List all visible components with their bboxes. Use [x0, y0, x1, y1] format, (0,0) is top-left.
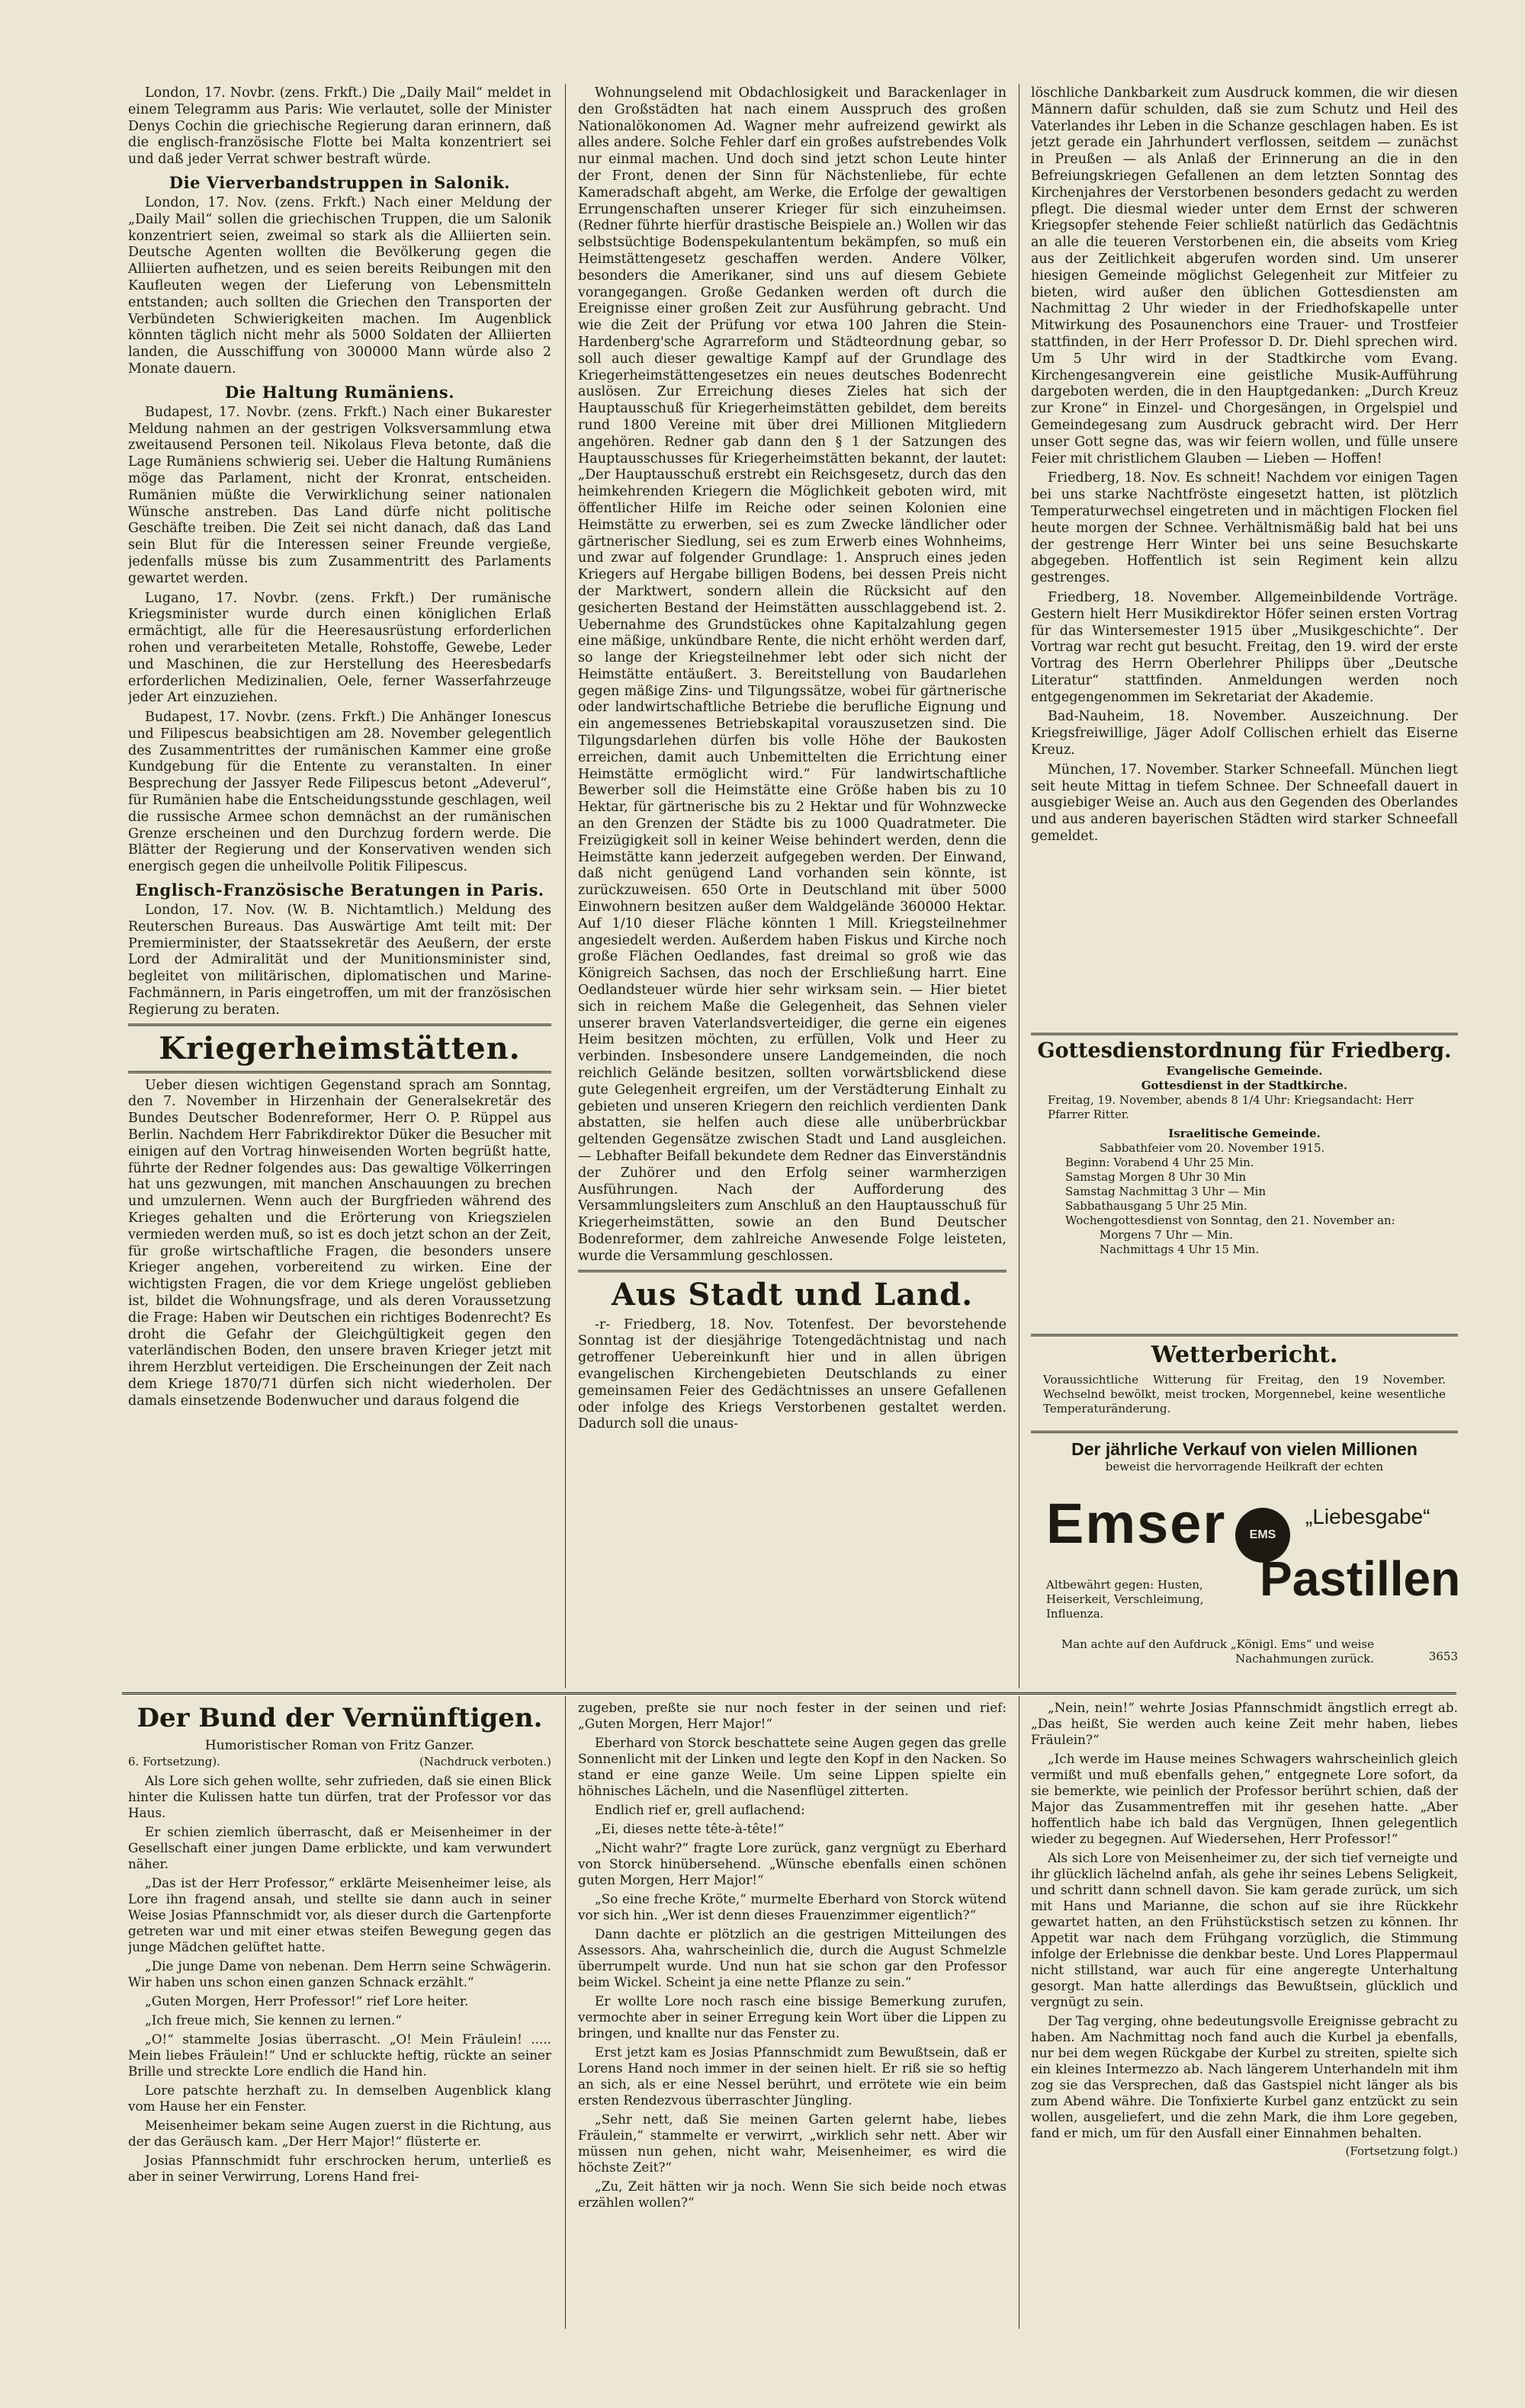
article-london-reuter: London, 17. Nov. (W. B. Nichtamtlich.) Meldung des Reuterschen Bureaus. Das Auswärtige Amt teilt mit: Der Premierminister, der Staatssekretär des Aeußern, der erste Lord der Admiralität und der Munitionsminister sind, begleitet von militärischen, diplomatischen und Marine-Fachmännern, in Paris eingetroffen, um mit der französischen Regierung zu beraten.: [128, 903, 551, 1018]
jued-gemeinde: Israelitische Gemeinde.: [1168, 1127, 1321, 1140]
section-rule: [578, 1270, 1006, 1272]
column-divider: [565, 84, 566, 1688]
novel-divider: [122, 1692, 1456, 1695]
novel-para: „Die junge Dame von nebenan. Dem Herrn seine Schwägerin. Wir haben uns schon einen ganzen Schnack erzählt.“: [128, 1958, 551, 1990]
article-muenchen: München, 17. November. Starker Schneefall. München liegt seit heute Mittag in tiefem Schnee. Der Schneefall dauert in ausgiebiger Weise an. Auch aus den Gegenden des Oberlandes und aus anderen bayerischen Städten wird starker Schneefall gemeldet.: [1031, 762, 1458, 845]
novel-para: „Guten Morgen, Herr Professor!“ rief Lore heiter.: [145, 1993, 469, 2009]
novel-col-3: [1031, 1700, 1458, 2325]
article-vortraege: Friedberg, 18. November. Allgemeinbildende Vorträge. Gestern hielt Herr Musikdirektor Höfer seinen ersten Vortrag für das Wintersemester 1915 über „Musikgeschichte“. Der Vortrag war recht gut besucht. Freitag, den 19. wird der erste Vortrag des Herrn Oberlehrer Philipps über „Deutsche Literatur“ stattfinden. Anmeldungen werden noch entgegengenommen im Sekretariat der Akademie.: [1031, 589, 1458, 705]
novel-para: Dann dachte er plötzlich an die gestrigen Mitteilungen des Assessors. Aha, wahrscheinlich die, durch die August Schmelzle überrumpelt wurde. Und nun hat sie schon gar den Professor beim Wickel. Scheint ja eine nette Pflanze zu sein.“: [578, 1926, 1006, 1990]
novel-para: zugeben, preßte sie nur noch fester in der seinen und rief: „Guten Morgen, Herr Major!“: [578, 1700, 1006, 1731]
article-budapest-2: Budapest, 17. Novbr. (zens. Frkft.) Die Anhänger Ionescus und Filipescus beabsichtigen am 28. November gelegentlich des Zusammentrittes der rumänischen Kammer eine große Kundgebung für die Entente zu veranstalten. In einer Besprechung der Jassyer Rede Filipescus betont „Adeverul“, für Rumänien habe die Entscheidungsstunde geschlagen, weil die russische Armee schon demnächst an der rumänischen Grenze erscheinen und den Durchzug fordern werde. Die Blätter der Regierung und der Konservativen wenden sich energisch gegen die unheilvolle Politik Filipescus.: [128, 710, 551, 875]
novel-para: Er schien ziemlich überrascht, daß er Meisenheimer in der Gesellschaft einer jungen Dame erblickte, und kam verwundert näher.: [128, 1824, 551, 1871]
novel-para: Erst jetzt kam es Josias Pfannschmidt zum Bewußtsein, daß er Lorens Hand noch immer in der seinen hielt. Er riß sie so heftig an sich, als er eine Nessel berührt, und errötete wie ein beim ersten Rendezvous überraschter Jüngling.: [578, 2044, 1006, 2108]
novel-title: Der Bund der Vernünftigen.: [136, 1703, 543, 1733]
article-es-schneit: Friedberg, 18. Nov. Es schneit! Nachdem vor einigen Tagen bei uns starke Nachtfröste eingesetzt hatten, ist plötzlich Temperaturwechsel eingetreten und in mächtigen Flocken fiel heute morgen der Schnee. Verhältnismäßig bald hat bei uns der gestrenge Herr Winter bei uns seine Besuchskarte abgegeben. Hoffentlich ist sein Regiment kein allzu gestrenges.: [1031, 470, 1458, 586]
ad-liebesgabe: „Liebesgabe“: [1305, 1505, 1430, 1528]
section-rule: [128, 1071, 551, 1073]
article-auszeichnung: Bad-Nauheim, 18. November. Auszeichnung. Der Kriegsfreiwillige, Jäger Adolf Collischen erhielt das Eiserne Kreuz.: [1031, 709, 1458, 758]
gottesdienst-box: [1031, 1040, 1458, 1334]
novel-nachdruck: (Nachdruck verboten.): [419, 1755, 551, 1768]
novel-para: „Ich freue mich, Sie kennen zu lernen.“: [145, 2012, 402, 2028]
ad-achte: Man achte auf den Aufdruck „Königl. Ems“ und weise Nachahmungen zurück.: [1061, 1637, 1374, 1666]
wochen-morgens: Morgens 7 Uhr — Min.: [1100, 1228, 1234, 1242]
novel-para: „Nein, nein!“ wehrte Josias Pfannschmidt ängstlich erregt ab. „Das heißt, Sie werden auch keine Zeit mehr haben, liebes Fräulein?“: [1031, 1700, 1458, 1747]
ad-sub: beweist die hervorragende Heilkraft der echten: [1105, 1460, 1384, 1473]
section-rule: [1031, 1334, 1458, 1336]
column-3: [1031, 85, 1458, 1023]
ad-number: 3653: [1428, 1650, 1458, 1663]
headline-saloniki: Die Vierverbandstruppen in Salonik.: [169, 172, 511, 192]
gottesdienst-title: Gottesdienstordnung für Friedberg.: [1037, 1040, 1452, 1063]
wochengottesdienst: Wochengottesdienst von Sonntag, den 21. November an:: [1065, 1214, 1395, 1227]
novel-meta: [128, 1755, 551, 1768]
novel-para: Eberhard von Storck beschattete seine Augen gegen das grelle Sonnenlicht mit der Linken und legte den Kopf in den Nacken. So stand er eine ganze Weile. Um seine Lippen spielte ein höhnisches Lächeln, und die Nasenflügel zitterten.: [578, 1735, 1006, 1798]
novel-para: Er wollte Lore noch rasch eine bissige Bemerkung zurufen, vermochte aber in seiner Erregung kein Wort über die Lippen zu bringen, und knallte nur das Fenster zu.: [578, 1993, 1006, 2041]
novel-para: Der Tag verging, ohne bedeutungsvolle Ereignisse gebracht zu haben. Am Nachmittag noch fand auch die Kurbel ja ebenfalls, nur bei dem wegen Rückgabe der Kurbel zu streiten, spielte sich ein kleines Intermezzo ab. Nach längerem Unterhandeln mit ihm zog sie das Versprechen, daß das Gastspiel nicht länger als bis zum Abend währe. Die Tonfixierte Kurbel ganz entzückt zu sein wollen, ausgeliefert, und die zehn Mark, die ihm Lore gegeben, fand er mich, um für den Ausfall einer Einnahmen behalten.: [1031, 2013, 1458, 2140]
article-kriegerheimstaetten: Ueber diesen wichtigen Gegenstand sprach am Sonntag, den 7. November in Hirzenhain der Generalsekretär des Bundes Deutscher Bodenreformer, Herr O. P. Rüppel aus Berlin. Nachdem Herr Fabrikdirektor Düker die Besucher mit einigen auf den Vortrag hinweisenden Worten begrüßt hatte, führte der Redner folgendes aus: Das gewaltige Völkerringen hat uns gezwungen, mit manchen Anschauungen zu brechen und umzulernen. Wenn auch der Burgfrieden während des Krieges gehalten und die Erörterung von Kriegszielen vermieden werden muß, so ist es doch jetzt schon an der Zeit, für große wirtschaftliche Fragen, die besonders unsere Krieger angehen, vorbereitend zu wirken. Eine der wichtigsten Fragen, die vor dem Kriege ungelöst geblieben ist, bildet die Wohnungsfrage, und als deren Voraussetzung die Frage: Haben wir Deutschen ein richtiges Bodenrecht? Es droht die Gefahr der Gleichgültigkeit gegen den vaterländischen Boden, den unsere braven Krieger jetzt mit ihrem Herzblut verteidigen. Die Erscheinungen der Zeit nach dem Kriege 1870/71 dürfen sich nicht wiederholen. Der damals einsetzende Bodenwucher und daraus folgend die: [128, 1077, 551, 1409]
wetter-text: Voraussichtliche Witterung für Freitag, den 19 November. Wechselnd bewölkt, meist trocken, Morgennebel, keine wesentliche Temperaturänderung.: [1043, 1373, 1446, 1416]
novel-col-1: [128, 1700, 551, 2325]
sabbath-ausgang: Sabbathausgang 5 Uhr 25 Min.: [1065, 1199, 1247, 1213]
ad-pastillen: Pastillen: [1260, 1551, 1461, 1606]
novel-para: „Sehr nett, daß Sie meinen Garten gelernt habe, liebes Fräulein,“ stammelte er verwirrt, „wirklich sehr nett. Aber wir müssen nun gehen, nicht wahr, Meisenheimer, es wird die höchste Zeit?“: [578, 2111, 1006, 2175]
article-lugano: Lugano, 17. Novbr. (zens. Frkft.) Der rumänische Kriegsminister wurde durch einen königlichen Erlaß ermächtigt, alle für die Heeresausrüstung erforderlichen rohen und verarbeiteten Metalle, Rohstoffe, Gewebe, Leder und Maschinen, die zur Herstellung des Heeresbedarfs erforderlichen Medizinalien, Oele, ferner Wasserfahrzeuge jeder Art einzuziehen.: [128, 590, 551, 706]
sabbath-beginn: Beginn: Vorabend 4 Uhr 25 Min.: [1065, 1156, 1254, 1169]
sabbath-nachmittag: Samstag Nachmittag 3 Uhr — Min: [1065, 1185, 1267, 1198]
article-kriegerheimstaetten-cont: Wohnungselend mit Obdachlosigkeit und Barackenlager in den Großstädten hat nach einem Ausspruch des großen Nationalökonomen Ad. Wagner mehr aufreizend gewirkt als alles andere. Solche Fehler darf ein großes aufstrebendes Volk nur einmal machen. Und doch sind jetzt schon Leute hinter der Front, denen der Sinn für Nächstenliebe, für echte Kameradschaft abgeht, am Werke, die Erfolge der gewaltigen Errungenschaften unserer Krieger für sich einzuheimsen. (Redner führte hierfür drastische Beispiele an.) Wollen wir das selbstsüchtige Bodenspekulantentum bekämpfen, so muß ein Heimstättengesetz geschaffen werden. Andere Völker, besonders die Amerikaner, sind uns auf diesem Gebiete vorangegangen. Große Gedanken werden oft durch die Ereignisse einer großen Zeit zur Ausführung gebracht. Und wie die Zeit der Prüfung vor etwa 100 Jahren die Stein-Hardenberg'sche Agrarreform und Städteordnung gebar, so soll auch dieser gewaltige Kampf auf der Grundlage des Kriegerheimstättengesetzes ein neues deutsches Bodenrecht auslösen. Zur Erreichung dieses Zieles hat sich der Hauptausschuß für Kriegerheimstätten gebildet, dem bereits rund 1800 Vereine mit über drei Millionen Mitgliedern angehören. Redner gab dann den § 1 der Satzungen des Hauptausschusses für Kriegerheimstätten bekannt, der lautet: „Der Hauptausschuß erstrebt ein Reichsgesetz, durch das den heimkehrenden Kriegern die Möglichkeit geboten wird, mit öffentlicher Hilfe im Reiche oder seinen Kolonien eine Heimstätte zu erwerben, sei es zum Zwecke ländlicher oder gärtnerischer Siedlung, sei es zum Erwerb eines Wohnheims, und zwar auf folgender Grundlage: 1. Anspruch eines jeden Kriegers auf Hergabe billigen Bodens, bei dessen Preis nicht der Marktwert, sondern allein die Rücksicht auf den gesicherten Bestand der Heimstätten ausschlaggebend ist. 2. Uebernahme des Grundstückes ohne Kapitalzahlung gegen eine mäßige, unkündbare Rente, die nicht erhöht werden darf, so lange der Kriegsteilnehmer lebt oder sich nicht der Heimstätte entäußert. 3. Bereitstellung von Baudarlehen gegen mäßige Zins- und Tilgungssätze, wobei für gärtnerische oder landwirtschaftliche Betriebe die berufliche Eignung und ein angemessenes Betriebskapital vorauszusetzen sind. Die Tilgungsdarlehen dürfen bis volle Höhe der Baukosten erreichen, damit auch Unbemittelten die Errichtung einer Heimstätte ermöglicht wird.“ Für landwirtschaftliche Bewerber soll die Heimstätte eine Größe haben bis zu 10 Hektar, für gärtnerische bis zu 2 Hektar und für Wohnzwecke an den Grenzen der Städte bis zu 1000 Quadratmeter. Die Freizügigkeit soll in keiner Weise behindert werden, denn die Heimstätte kann jederzeit aufgegeben werden. Der Einwand, daß nicht genügend Land vorhanden sein könnte, ist zurückzuweisen. 650 Orte in Deutschland mit über 5000 Einwohnern besitzen außer dem Waldgelände 360000 Hektar. Auf 1/10 dieser Fläche könnten 1 Mill. Kriegsteilnehmer angesiedelt werden. Außerdem haben Fiskus und Kirche noch große Flächen Oedlandes, fast dreimal so groß wie das Königreich Sachsen, das noch der Erschließung harrt. Eine Oedlandsteuer würde hier sehr wirksam sein. — Hier bietet sich in reichem Maße die Gelegenheit, das Sehnen vieler unserer braven Vaterlandsverteidiger, die gerne ein eigenes Heim besitzen möchten, zu erfüllen, Volk und Heer zu verbinden. Insbesondere unsere Landgemeinden, die noch reichlich Gelände besitzen, sollten vorwärtsblickend diese gute Gelegenheit ergreifen, um der Verstädterung Einhalt zu gebieten und unseren Kriegern den reichlich verdienten Dank abstatten, sie helfen auch diese alle unüberbrückbar geltenden Gegensätze zwischen Stadt und Land ausgleichen. — Lebhafter Beifall bekundete dem Redner das Einverständnis der Zuhörer und den Erfolg seiner warmherzigen Ausführungen. Nach der Aufforderung des Versammlungsleiters zum Anschluß an den Hauptausschuß für Kriegerheimstätten, sowie an den Bund Deutscher Bodenreformer, dem zahlreiche Anwesende Folge leisteten, wurde die Versammlung geschlossen.: [578, 85, 1006, 1264]
column-divider: [565, 1696, 566, 2329]
sabbath-morgen: Samstag Morgen 8 Uhr 30 Min: [1065, 1170, 1247, 1184]
ad-head: Der jährliche Verkauf von vielen Millionen: [1071, 1439, 1417, 1459]
wochen-nachmittags: Nachmittags 4 Uhr 15 Min.: [1100, 1242, 1260, 1256]
ev-gemeinde-sub: Gottesdienst in der Stadtkirche.: [1141, 1079, 1348, 1092]
novel-para: „Ich werde im Hause meines Schwagers wahrscheinlich gleich vermißt und muß ebenfalls gehen,“ entgegnete Lore sofort, da sie bemerkte, wie peinlich der Professor berührt schien, daß der Major das Zusammentreffen mit ihr gesehen hatte. „Aber hoffentlich habe ich bald das Vergnügen, Ihnen gelegentlich wieder zu begegnen. Auf Wiedersehen, Herr Professor!“: [1031, 1751, 1458, 1846]
article-totenfest: -r- Friedberg, 18. Nov. Totenfest. Der bevorstehende Sonntag ist der diesjährige Totengedächtnistag und nach getroffener Uebereinkunft hier und in allen übrigen evangelischen Kirchengebieten Deutschlands zu einer gemeinsamen Feier des Gedächtnisses an unsere Gefallenen oder infolge des Kriegs Verstorbenen gestaltet werden. Dadurch soll die unaus-: [578, 1316, 1006, 1432]
novel-para: Meisenheimer bekam seine Augen zuerst in die Richtung, aus der das Geräusch kam. „Der Herr Major!“ flüsterte er.: [128, 2118, 551, 2149]
column-2: [578, 85, 1006, 1688]
emser-ad-header: [1031, 1439, 1458, 1485]
novel-para: Als sich Lore von Meisenheimer zu, der sich tief verneigte und ihr glücklich lächelnd anfah, als gehe ihr seines Lebens Seligkeit, und schritt dann schnell davon. Sie kam gerade zurück, um sich mit Hans und Marianne, die schon auf sie ihre Rückkehr gewartet hatten, an den Frühstückstisch setzen zu können. Ihr Appetit war nach dem Frühgang vorzüglich, die Stimmung infolge der Erlebnisse die denkbar beste. Und Lores Plappermaul nicht stillstand, war auch für eine angeregte Unterhaltung gesorgt. Man hatte allerdings das Bewußtsein, glücklich und vergnügt zu sein.: [1031, 1850, 1458, 2009]
novel-subtitle: Humoristischer Roman von Fritz Ganzer.: [204, 1738, 475, 1753]
section-rule: [128, 1024, 551, 1026]
section-rule: [1031, 1431, 1458, 1433]
novel-para: „Ei, dieses nette tête-à-tête!“: [595, 1821, 785, 1836]
article-saloniki: London, 17. Nov. (zens. Frkft.) Nach einer Meldung der „Daily Mail“ sollen die griechischen Truppen, die um Salonik konzentriert seien, zweimal so stark als die Alliierten sein. Deutsche Agenten wollten die Bevölkerung gegen die Alliierten aufhetzen, und es seien bereits Reibungen mit den Kaufleuten wegen der Lieferung von Lebensmitteln entstanden; auch sollten die Griechen den Transporten der Verbündeten Schwierigkeiten machen. Im Augenblick könnten täglich nicht mehr als 5000 Soldaten der Alliierten landen, die Ausschiffung von 300000 Mann würde also 2 Monate dauern.: [128, 194, 551, 377]
ad-emser: Emser: [1046, 1492, 1227, 1555]
headline-kriegerheimstaetten: Kriegerheimstätten.: [159, 1030, 521, 1066]
ev-gemeinde: Evangelische Gemeinde.: [1166, 1064, 1323, 1078]
novel-para: Josias Pfannschmidt fuhr erschrocken herum, unterließ es aber in seiner Verwirrung, Lorens Hand frei-: [128, 2153, 551, 2184]
wetter-box: [1031, 1340, 1458, 1428]
article-budapest-1: Budapest, 17. Novbr. (zens. Frkft.) Nach einer Bukarester Meldung nahmen an der gestrigen Volksversammlung etwa zweitausend Personen teil. Nikolaus Fleva betonte, daß die Lage Rumäniens schwierig sei. Ueber die Haltung Rumäniens möge das Parlament, nicht der Kronrat, entscheiden. Rumänien müßte die Verwirklichung seiner nationalen Wünsche anstreben. Das Land dürfe nicht politische Geschäfte treiben. Die Zeit sei nicht danach, daß das Land sein Blut für die Interessen seiner Freunde vergieße, jedenfalls müsse bis zum Zusammentritt des Parlaments gewartet werden.: [128, 404, 551, 586]
novel-para: „Das ist der Herr Professor,“ erklärte Meisenheimer leise, als Lore ihn fragend ansah, und stellte sie dann auch in seiner Weise Josias Pfannschmidt vor, als dieser durch die Gartenpforte getreten war und mit einer etwas steifen Bewegung gegen das junge Mädchen gelüftet hatte.: [128, 1875, 551, 1954]
sabbath-line: Sabbathfeier vom 20. November 1915.: [1100, 1141, 1325, 1155]
headline-stadt-und-land: Aus Stadt und Land.: [611, 1276, 974, 1313]
novel-para: „So eine freche Kröte,“ murmelte Eberhard von Storck wütend vor sich hin. „Wer ist denn dieses Frauenzimmer eigentlich?“: [578, 1891, 1006, 1922]
novel-fortsetzung-folgt: (Fortsetzung folgt.): [1345, 2144, 1458, 2158]
wetter-title: Wetterbericht.: [1151, 1342, 1338, 1368]
novel-para: „Zu, Zeit hätten wir ja noch. Wenn Sie sich beide noch etwas erzählen wollen?“: [578, 2179, 1006, 2210]
emser-ad: [1046, 1486, 1461, 1671]
novel-fortsetzung: 6. Fortsetzung).: [128, 1755, 220, 1768]
novel-para: Als Lore sich gehen wollte, sehr zufrieden, daß sie einen Blick hinter die Kulissen hatte tun dürfen, trat der Professor vor das Haus.: [128, 1773, 551, 1820]
column-1: [128, 85, 551, 1688]
novel-para: Endlich rief er, grell auflachend:: [595, 1802, 805, 1817]
headline-paris: Englisch-Französische Beratungen in Paris.: [135, 880, 544, 900]
ad-bewaehrt: Altbewährt gegen: Husten, Heiserkeit, Verschleimung, Influenza.: [1046, 1578, 1204, 1621]
article-totenfest-cont: löschliche Dankbarkeit zum Ausdruck kommen, die wir diesen Männern dafür schulden, daß sie zum Schutz und Heil des Vaterlandes ihr Leben in die Schanze geschlagen haben. Es ist jetzt gerade ein Jahrhundert verflossen, seitdem — zunächst in Preußen — als Anlaß der Erinnerung an die in den Befreiungskriegen Gefallenen an dem letzten Sonntag des Kirchenjahres der Verstorbenen besonders gedacht zu werden pflegt. Die diesmal wieder unter dem Ernst der schweren Kriegsopfer stehende Feier schließt natürlich das Gedächtnis an alle die teueren Verstorbenen ein, die abseits vom Krieg aus der Zeitlichkeit abgerufen worden sind. Um unserer hiesigen Gemeinde möglichst Gelegenheit zur Mitfeier zu bieten, wird außer den üblichen Gottesdiensten am Nachmittag 2 Uhr wieder in der Friedhofskapelle unter Mitwirkung des Posaunenchors eine Trauer- und Trostfeier stattfinden, in der Herr Professor D. Dr. Diehl sprechen wird. Um 5 Uhr wird in der Stadtkirche vom Evang. Kirchengesangverein eine geistliche Musik-Aufführung dargeboten werden, die in den Hauptgedanken: „Durch Kreuz zur Krone“ in Einzel- und Chorgesängen, in Orgelspiel und Gemeindegesang zum Ausdruck gebracht wird. Der Herr unser Gott segne das, was wir feiern wollen, und fülle unsere Feier mit christlichem Glauben — Lieben — Hoffen!: [1031, 85, 1458, 467]
ev-kriegsandacht: Freitag, 19. November, abends 8 1/4 Uhr: Kriegsandacht: Herr Pfarrer Ritter.: [1048, 1093, 1414, 1121]
ad-ems-text: EMS: [1249, 1528, 1276, 1541]
headline-rumaenien: Die Haltung Rumäniens.: [224, 382, 455, 402]
novel-para: „O!“ stammelte Josias überrascht. „O! Mein Fräulein! ..... Mein liebes Fräulein!“ Und er schluckte heftig, rückte an seiner Brille und streckte Lore endlich die Hand hin.: [128, 2031, 551, 2079]
novel-col-2: [578, 1700, 1006, 2325]
article-london-daily-mail: London, 17. Novbr. (zens. Frkft.) Die „Daily Mail“ meldet in einem Telegramm aus Paris: Wie verlautet, solle der Minister Denys Cochin die griechische Regierung daran erinnern, daß die englisch-französische Flotte bei Malta konzentriert sei und daß jeder Verrat schwer bestraft würde.: [128, 85, 551, 168]
novel-para: Lore patschte herzhaft zu. In demselben Augenblick klang vom Hause her ein Fenster.: [128, 2083, 551, 2114]
novel-para: „Nicht wahr?“ fragte Lore zurück, ganz vergnügt zu Eberhard von Storck hinübersehend. „Wünsche ebenfalls einen schönen guten Morgen, Herr Major!“: [578, 1840, 1006, 1887]
section-rule: [1031, 1033, 1458, 1035]
